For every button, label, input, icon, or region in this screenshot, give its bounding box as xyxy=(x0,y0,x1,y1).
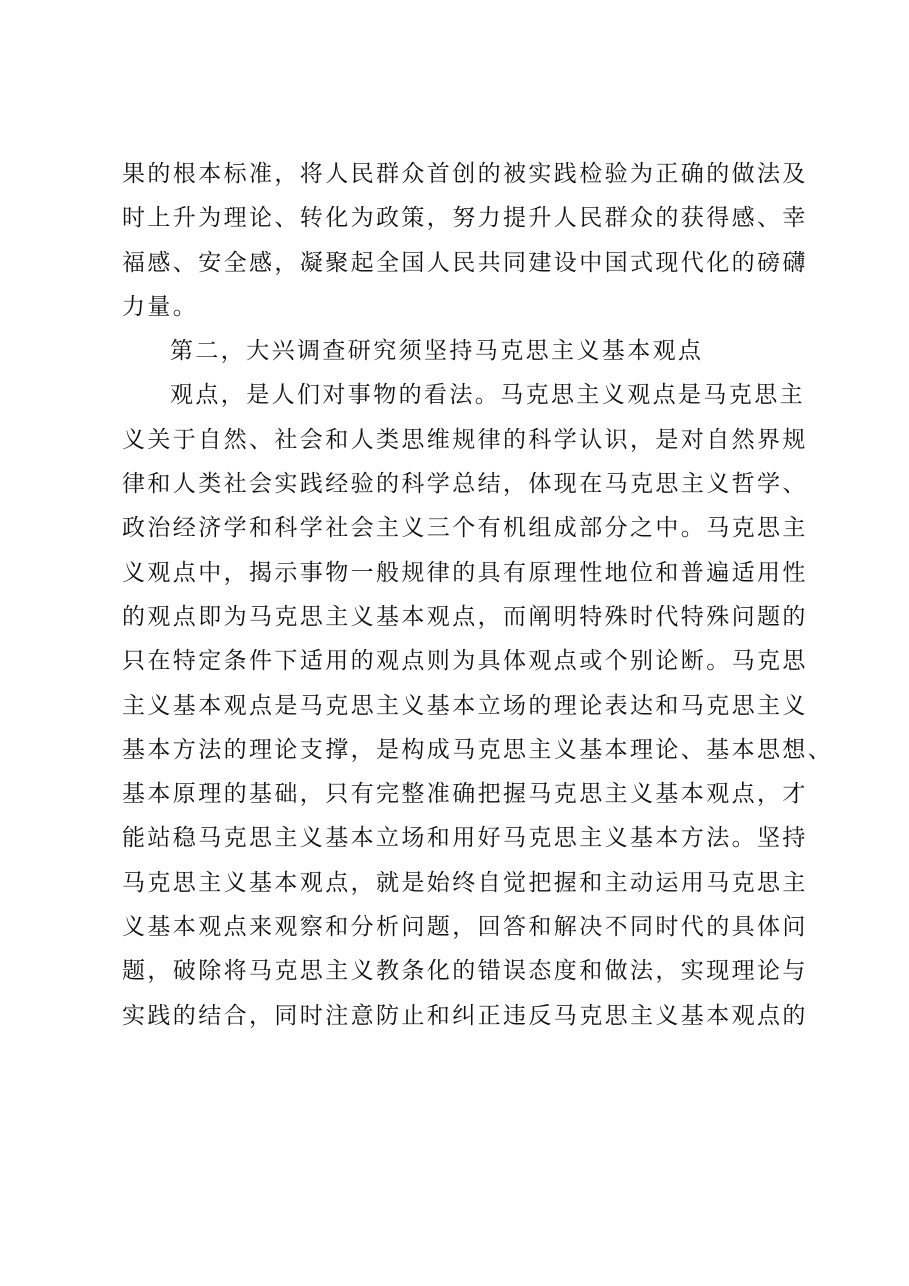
text-line: 基本原理的基础，只有完整准确把握马克思主义基本观点，才 xyxy=(122,781,808,808)
text-line: 义关于自然、社会和人类思维规律的科学认识，是对自然界规 xyxy=(122,426,808,453)
text-line: 力量。 xyxy=(122,293,199,320)
text-line: 能站稳马克思主义基本立场和用好马克思主义基本方法。坚持 xyxy=(122,825,808,852)
section-heading: 第二，大兴调查研究须坚持马克思主义基本观点 xyxy=(170,338,704,365)
text-line: 基本方法的理论支撑，是构成马克思主义基本理论、基本思想、 xyxy=(122,736,834,763)
text-line: 的观点即为马克思主义基本观点，而阐明特殊时代特殊问题的 xyxy=(122,603,808,630)
text-line: 时上升为理论、转化为政策，努力提升人民群众的获得感、幸 xyxy=(122,205,808,232)
text-line: 义观点中，揭示事物一般规律的具有原理性地位和普遍适用性 xyxy=(122,559,808,586)
text-line: 律和人类社会实践经验的科学总结，体现在马克思主义哲学、 xyxy=(122,471,808,498)
text-line: 义基本观点来观察和分析问题，回答和解决不同时代的具体问 xyxy=(122,914,808,941)
text-line: 只在特定条件下适用的观点则为具体观点或个别论断。马克思 xyxy=(122,648,808,675)
text-line: 马克思主义基本观点，就是始终自觉把握和主动运用马克思主 xyxy=(122,869,808,896)
text-line: 观点，是人们对事物的看法。马克思主义观点是马克思主 xyxy=(170,382,805,409)
paragraph-2 xyxy=(122,373,834,1037)
document-body xyxy=(122,152,834,1038)
text-line: 主义基本观点是马克思主义基本立场的理论表达和马克思主义 xyxy=(122,692,808,719)
text-line: 果的根本标准，将人民群众首创的被实践检验为正确的做法及 xyxy=(122,161,808,187)
text-line: 实践的结合，同时注意防止和纠正违反马克思主义基本观点的 xyxy=(122,1002,808,1029)
paragraph-1 xyxy=(122,152,808,329)
text-line: 福感、安全感，凝聚起全国人民共同建设中国式现代化的磅礴 xyxy=(122,249,808,276)
text-line: 题，破除将马克思主义教条化的错误态度和做法，实现理论与 xyxy=(122,958,808,985)
text-line: 政治经济学和科学社会主义三个有机组成部分之中。马克思主 xyxy=(122,515,808,542)
